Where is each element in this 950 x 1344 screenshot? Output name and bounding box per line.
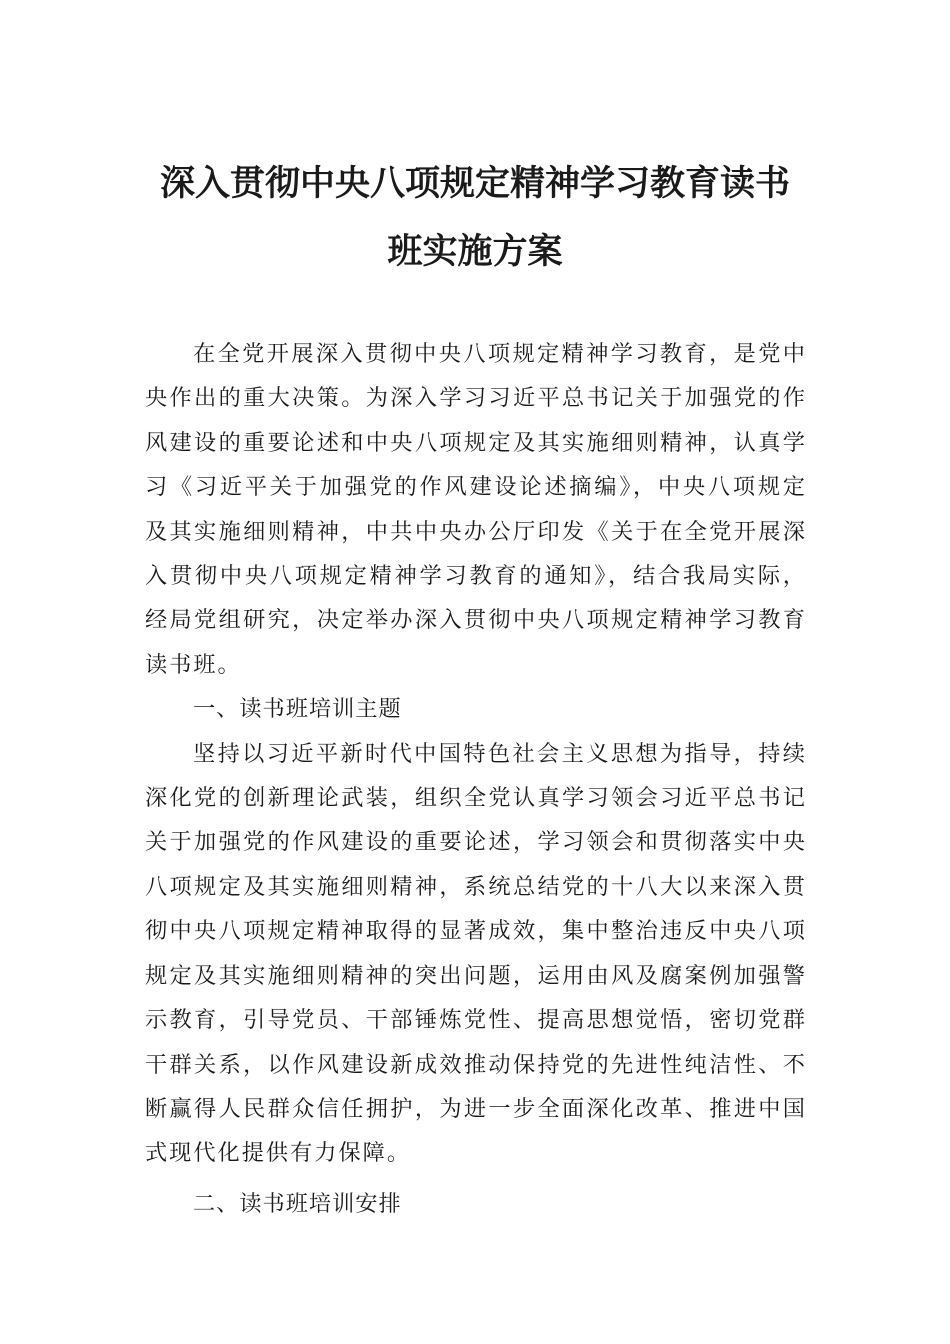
section-2-heading: 二、读书班培训安排 xyxy=(193,1190,402,1217)
document-title-line-1: 深入贯彻中央八项规定精神学习教育读书 xyxy=(159,163,790,204)
section-1-paragraph: 坚持以习近平新时代中国特色社会主义思想为指导，持续深化党的创新理论武装，组织全党认真学习领会习近平总书记关于加强党的作风建设的重要论述，学习领会和贯彻落实中央八项规定及其实施细则精神，系统总结党的十八大以来深入贯彻中央八项规定精神取得的显著成效，集中整治违反中央八项规定及其实施细则精神的突出问题，运用由风及腐案例加强警示教育，引导党员、干部锤炼党性、提高思想觉悟，密切党群干群关系，以作风建设新成效推动保持党的先进性纯洁性、不断赢得人民群众信任拥护，为进一步全面深化改革、推进中国式现代化提供有力保障。 xyxy=(145,740,807,1167)
intro-paragraph: 在全党开展深入贯彻中央八项规定精神学习教育，是党中央作出的重大决策。为深入学习习近平总书记关于加强党的作风建设的重要论述和中央八项规定及其实施细则精神，认真学习《习近平关于加强党的作风建设论述摘编》，中央八项规定及其实施细则精神，中共中央办公厅印发《关于在全党开展深入贯彻中央八项规定精神学习教育的通知》，结合我局实际，经局党组研究，决定举办深入贯彻中央八项规定精神学习教育读书班。 xyxy=(145,341,807,678)
section-1-heading: 一、读书班培训主题 xyxy=(193,696,402,723)
document-title-line-2: 班实施方案 xyxy=(387,231,563,272)
document-body xyxy=(145,332,807,1226)
